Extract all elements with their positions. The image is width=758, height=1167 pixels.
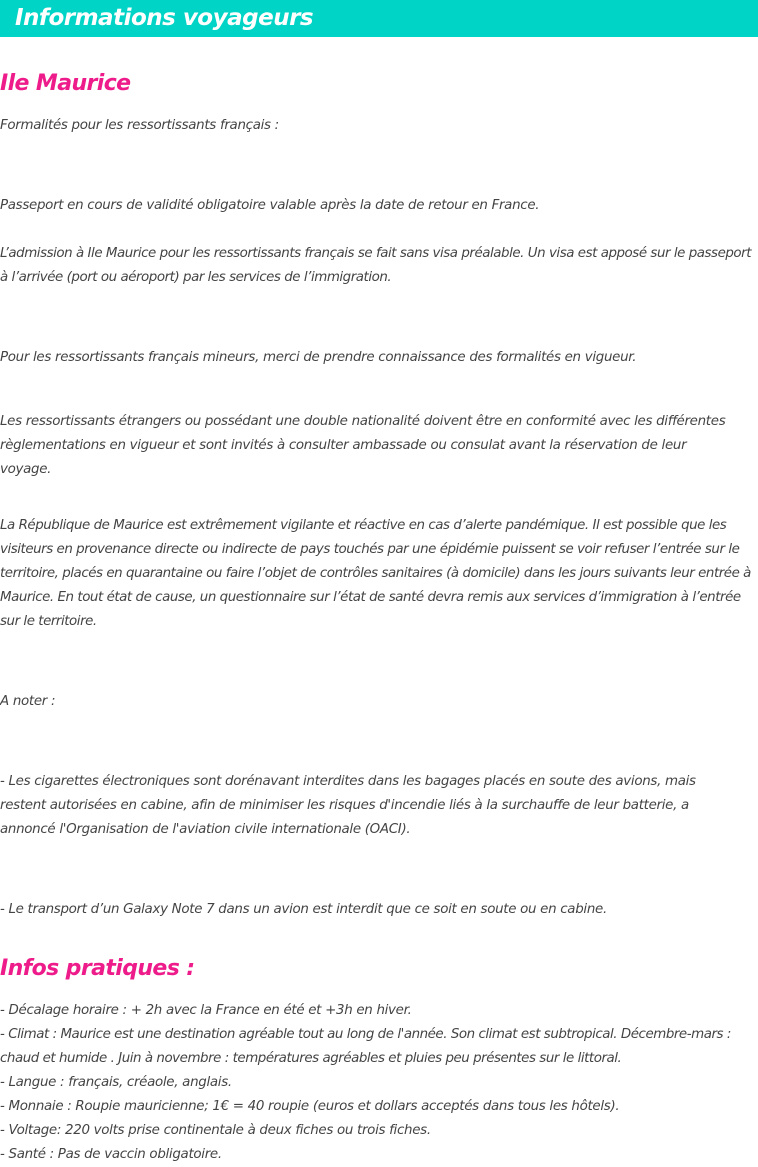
health-alert-info: La République de Maurice est extrêmement vigilante et réactive en cas d’alerte pandémique. Il est possible que les visiteurs en provenance directe ou indirecte de pays touchés par une épidémie puissent se voir refuser l’entrée sur le territoire, placés en quarantaine ou faire l’objet de contrôles sanitaires (à domicile) dans les jours suivants leur entrée à Maurice. En tout état de cause, un questionnaire sur l’état de santé devra remis aux services d’immigration à l’entrée sur le territoire. [0, 518, 751, 629]
galaxy-note-note: - Le transport d’un Galaxy Note 7 dans un avion est interdit que ce soit en soute ou en cabine. [0, 902, 607, 917]
header-bar [0, 0, 758, 37]
visa-info: L’admission à Ile Maurice pour les ressortissants français se fait sans visa préalable. Un visa est apposé sur le passeport à l’arrivée (port ou aéroport) par les services de l’immigration. [0, 246, 752, 285]
list-item-voltage: - Voltage: 220 volts prise continentale à deux fiches ou trois fiches. [0, 1123, 431, 1138]
list-item-decalage: - Décalage horaire : + 2h avec la France en été et +3h en hiver. [0, 1003, 412, 1018]
foreign-nationals-info: Les ressortissants étrangers ou possédant une double nationalité doivent être en conformité avec les différentes règlementations en vigueur et sont invités à consulter ambassade ou consulat avant la réservation de leur voyage. [0, 414, 726, 477]
list-item-monnaie: - Monnaie : Roupie mauricienne; 1€ = 40 roupie (euros et dollars acceptés dans tous les hôtels). [0, 1099, 620, 1114]
country-title: Ile Maurice [0, 71, 131, 96]
e-cigarettes-note: - Les cigarettes électroniques sont dorénavant interdites dans les bagages placés en soute des avions, mais restent autorisées en cabine, afin de minimiser les risques d'incendie liés à la surchauffe de leur batterie, a annoncé l'Organisation de l'aviation civile internationale (OACI). [0, 774, 696, 837]
list-item-langue: - Langue : français, créaole, anglais. [0, 1075, 232, 1090]
page-title: Informations voyageurs [15, 5, 314, 31]
list-item-climat: - Climat : Maurice est une destination agréable tout au long de l'année. Son climat est subtropical. Décembre-mars : chaud et humide . Juin à novembre : températures agréables et pluies peu présentes sur le littoral. [0, 1027, 731, 1066]
infos-pratiques-title: Infos pratiques : [0, 956, 195, 981]
list-item-sante: - Santé : Pas de vaccin obligatoire. [0, 1147, 222, 1162]
passport-requirement: Passeport en cours de validité obligatoire valable après la date de retour en France. [0, 198, 540, 213]
formalites-intro: Formalités pour les ressortissants français : [0, 118, 279, 133]
minors-info: Pour les ressortissants français mineurs, merci de prendre connaissance des formalités en vigueur. [0, 350, 637, 365]
a-noter-label: A noter : [0, 694, 56, 709]
